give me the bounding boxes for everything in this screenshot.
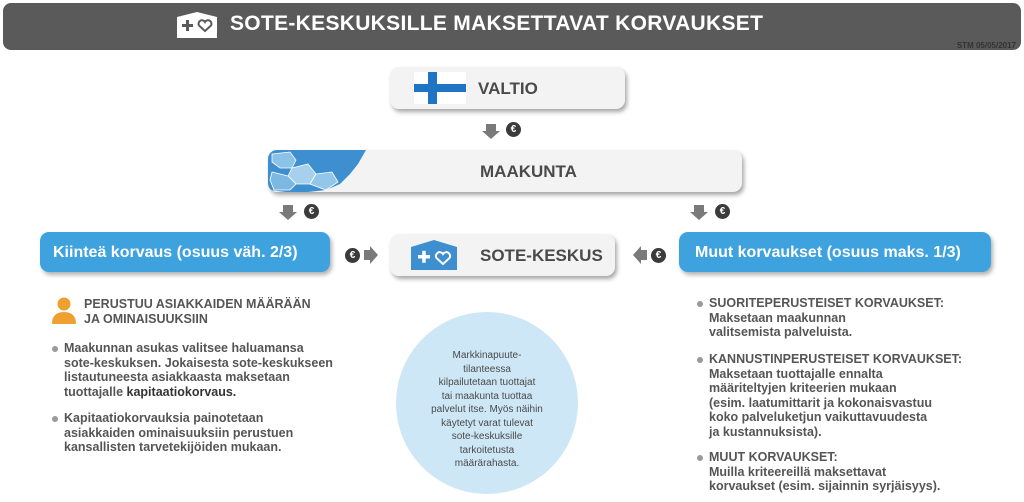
kiintea-korvaus-label: Kiinteä korvaus (osuus väh. 2/3) (53, 244, 298, 261)
euro-icon: € (304, 204, 319, 219)
person-icon (51, 297, 77, 324)
finland-flag-icon (414, 72, 466, 104)
euro-icon: € (715, 204, 730, 219)
euro-icon: € (506, 122, 521, 137)
finland-map-icon (268, 150, 368, 192)
valtio-label: VALTIO (478, 79, 538, 98)
hospital-icon (410, 239, 458, 271)
maakunta-box (268, 150, 742, 192)
bullet (697, 357, 703, 363)
date-stamp: STM 05/05/2017 (956, 41, 1016, 50)
right-item-2: KANNUSTINPERUSTEISET KORVAUKSET: Maksetaan tuottajalle ennalta määriteltyjen kriteerien mukaan (esim. laatumittarit ja kokonaisvastuu koko palveluketjun vaikuttavuudesta ja kustannuksista). (709, 352, 963, 439)
right-item-3: MUUT KORVAUKSET: Muilla kriteereillä maksettavat korvaukset (esim. sijainnin syrjäisyys). (709, 450, 941, 493)
muut-korvaukset-label: Muut korvaukset (osuus maks. 1/3) (695, 244, 961, 261)
sote-keskus-box (390, 234, 615, 276)
kiintea-korvaus-box (40, 232, 330, 272)
page-title: SOTE-KESKUKSILLE MAKSETTAVAT KORVAUKSET (230, 12, 764, 35)
euro-icon: € (651, 248, 666, 263)
right-item-1: SUORITEPERUSTEISET KORVAUKSET: Maksetaan maakunnan valitsemista palveluista. (709, 296, 944, 339)
hospital-icon (176, 11, 218, 39)
maakunta-label: MAAKUNTA (480, 162, 577, 181)
left-paragraph-2: Kapitaatiokorvauksia painotetaan asiakkaiden ominaisuuksiin perustuen kansallisten tarvetekijöiden mukaan. (64, 411, 294, 454)
bullet (52, 346, 58, 352)
left-heading: PERUSTUU ASIAKKAIDEN MÄÄRÄÄN JA OMINAISUUKSIIN (84, 297, 311, 326)
bullet (697, 455, 703, 461)
euro-icon: € (345, 248, 360, 263)
arrow-left-icon (633, 246, 647, 264)
valtio-box (390, 67, 625, 109)
muut-korvaukset-box (679, 232, 991, 272)
bullet (52, 416, 58, 422)
market-failure-text: Markkinapuute- tilanteessa kilpailutetaan tuottajat tai maakunta tuottaa palvelut itse. Myös näihin käytetyt varat tulevat sote-keskuksille tarkoitetusta määrärahasta. (431, 350, 543, 469)
bullet (697, 301, 703, 307)
left-paragraph-1: Maakunnan asukas valitsee haluamansa sote-keskuksen. Jokaisesta sote-keskukseen listautuneesta asiakkaasta maksetaan tuottajalle kapitaatiokorvaus. (64, 341, 333, 399)
sote-keskus-label: SOTE-KESKUS (480, 246, 603, 265)
arrow-right-icon (364, 246, 378, 264)
